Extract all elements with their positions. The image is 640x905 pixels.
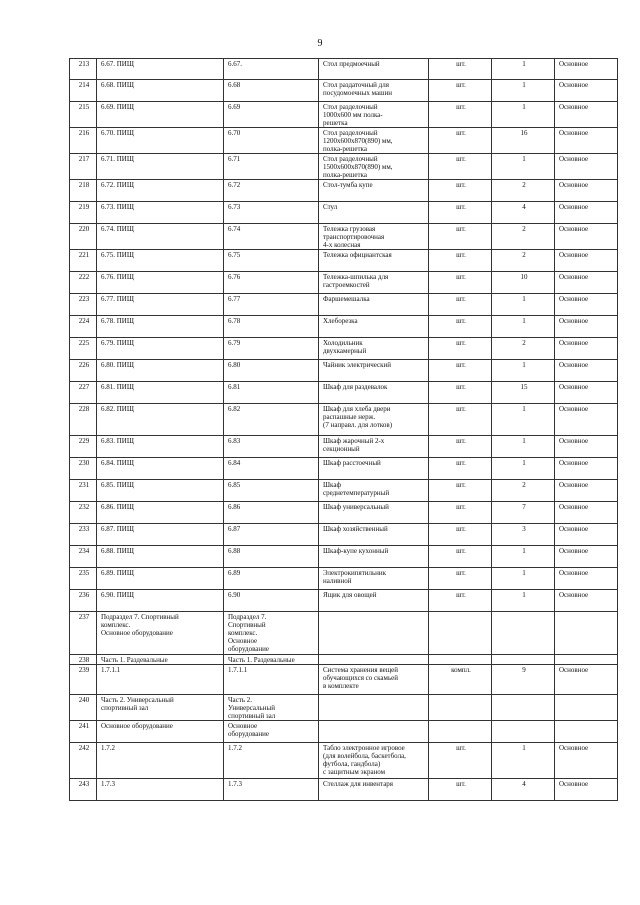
table-row [70,546,618,568]
position-code: 6.71. ПИЩ [97,154,224,180]
position-code: 6.84. ПИЩ [97,458,224,480]
table-row [70,502,618,524]
table-row [70,436,618,458]
quantity: 2 [492,338,555,360]
position-code: 6.74. ПИЩ [97,224,224,250]
equipment-type: Основное [555,272,618,294]
table-row [70,590,618,612]
item-number: 6.79 [224,338,319,360]
unit-of-measure: шт. [429,480,492,502]
unit-of-measure: шт. [429,360,492,382]
table-row [70,568,618,590]
equipment-type: Основное [555,568,618,590]
position-code: 1.7.1.1 [97,665,224,695]
equipment-type: Основное [555,665,618,695]
quantity: 1 [492,294,555,316]
quantity [492,695,555,721]
unit-of-measure: шт. [429,590,492,612]
quantity: 1 [492,743,555,779]
item-name: Тележка грузовая транспортировочная 4-х колесная [319,224,429,250]
position-code: 6.90. ПИЩ [97,590,224,612]
equipment-type: Основное [555,360,618,382]
item-name: Стул [319,202,429,224]
position-code: 6.82. ПИЩ [97,404,224,436]
position-code: 6.85. ПИЩ [97,480,224,502]
quantity: 1 [492,546,555,568]
item-name: Шкаф жарочный 2-х секционный [319,436,429,458]
item-number: 1.7.2 [224,743,319,779]
equipment-type: Основное [555,59,618,80]
item-number: 1.7.3 [224,779,319,801]
unit-of-measure: шт. [429,779,492,801]
quantity: 1 [492,360,555,382]
table-row [70,316,618,338]
quantity: 1 [492,568,555,590]
item-number: 6.68 [224,80,319,102]
equipment-type: Основное [555,404,618,436]
item-name: Стол раздаточный для посудомоечных машин [319,80,429,102]
unit-of-measure: шт. [429,59,492,80]
unit-of-measure [429,695,492,721]
row-number: 235 [70,568,97,590]
row-number: 231 [70,480,97,502]
position-code: 6.69. ПИЩ [97,102,224,128]
item-number: 6.71 [224,154,319,180]
table-row [70,180,618,202]
quantity: 1 [492,59,555,80]
unit-of-measure: шт. [429,180,492,202]
row-number: 217 [70,154,97,180]
table-row [70,360,618,382]
item-name: Табло электронное игровое (для волейбола, баскетбола, футбола, гандбола) с защитным экраном [319,743,429,779]
position-code: 6.79. ПИЩ [97,338,224,360]
row-number: 216 [70,128,97,154]
quantity: 1 [492,436,555,458]
unit-of-measure: шт. [429,382,492,404]
position-code: 6.67. ПИЩ [97,59,224,80]
quantity: 1 [492,404,555,436]
item-number: 6.78 [224,316,319,338]
quantity: 3 [492,524,555,546]
item-number: 6.86 [224,502,319,524]
row-number: 232 [70,502,97,524]
position-code: Часть 1. Раздевальные [97,655,224,665]
row-number: 225 [70,338,97,360]
position-code: 6.80. ПИЩ [97,360,224,382]
unit-of-measure: шт. [429,338,492,360]
unit-of-measure: шт. [429,154,492,180]
equipment-type: Основное [555,224,618,250]
quantity: 10 [492,272,555,294]
item-number: 6.75 [224,250,319,272]
unit-of-measure: шт. [429,250,492,272]
position-code: 6.68. ПИЩ [97,80,224,102]
row-number: 226 [70,360,97,382]
item-name: Шкаф для хлеба двери распашные нерж. (7 направл. для лотков) [319,404,429,436]
row-number: 224 [70,316,97,338]
item-name: Шкаф универсальный [319,502,429,524]
item-number: 6.88 [224,546,319,568]
equipment-type: Основное [555,316,618,338]
position-code: Часть 2. Универсальный спортивный зал [97,695,224,721]
row-number: 234 [70,546,97,568]
row-number: 230 [70,458,97,480]
item-number: Часть 1. Раздевальные [224,655,319,665]
equipment-type: Основное [555,294,618,316]
unit-of-measure: шт. [429,502,492,524]
unit-of-measure: шт. [429,272,492,294]
table-row [70,294,618,316]
position-code: 6.83. ПИЩ [97,436,224,458]
table-row [70,154,618,180]
item-name [319,612,429,655]
unit-of-measure [429,612,492,655]
equipment-type: Основное [555,590,618,612]
item-number: Основное оборудование [224,721,319,743]
equipment-type: Основное [555,80,618,102]
table-row [70,250,618,272]
item-number: 6.84 [224,458,319,480]
position-code: 6.72. ПИЩ [97,180,224,202]
row-number: 240 [70,695,97,721]
equipment-type: Основное [555,480,618,502]
position-code: 6.75. ПИЩ [97,250,224,272]
table-row [70,404,618,436]
item-name: Стол разделочный 1200x600x870(890) мм, полка-решетка [319,128,429,154]
position-code: Основное оборудование [97,721,224,743]
item-name: Шкаф среднетемпературный [319,480,429,502]
item-name: Стол разделочный 1500x600x870(890) мм, полка-решетка [319,154,429,180]
quantity: 1 [492,102,555,128]
unit-of-measure: шт. [429,128,492,154]
item-number: 6.82 [224,404,319,436]
table-row [70,224,618,250]
equipment-type [555,695,618,721]
item-number: 6.83 [224,436,319,458]
unit-of-measure: шт. [429,80,492,102]
row-number: 221 [70,250,97,272]
table-row [70,665,618,695]
quantity: 1 [492,154,555,180]
table-row [70,743,618,779]
table-row [70,202,618,224]
quantity: 4 [492,779,555,801]
equipment-type: Основное [555,458,618,480]
item-number: 6.70 [224,128,319,154]
equipment-type: Основное [555,502,618,524]
table-row [70,272,618,294]
page-number: 9 [317,38,323,49]
row-number: 237 [70,612,97,655]
equipment-type [555,655,618,665]
equipment-type: Основное [555,154,618,180]
item-name [319,655,429,665]
position-code: 6.87. ПИЩ [97,524,224,546]
equipment-type: Основное [555,338,618,360]
row-number: 213 [70,59,97,80]
table-row [70,612,618,655]
table-row [70,695,618,721]
quantity [492,612,555,655]
row-number: 215 [70,102,97,128]
table-row [70,102,618,128]
table-row [70,59,618,80]
unit-of-measure: шт. [429,224,492,250]
quantity: 1 [492,80,555,102]
item-number: 6.81 [224,382,319,404]
row-number: 229 [70,436,97,458]
table-row [70,655,618,665]
table-row [70,480,618,502]
item-name: Шкаф расстоечный [319,458,429,480]
quantity [492,655,555,665]
item-number: 6.69 [224,102,319,128]
table-row [70,524,618,546]
row-number: 238 [70,655,97,665]
quantity: 16 [492,128,555,154]
position-code: Подраздел 7. Спортивный комплекс. Основное оборудование [97,612,224,655]
table-row [70,721,618,743]
row-number: 241 [70,721,97,743]
item-number: 6.77 [224,294,319,316]
item-number: 6.89 [224,568,319,590]
row-number: 222 [70,272,97,294]
unit-of-measure: шт. [429,743,492,779]
quantity: 1 [492,590,555,612]
item-name: Шкаф для раздевалок [319,382,429,404]
item-name: Тележка-шпилька для гастроемкостей [319,272,429,294]
quantity: 15 [492,382,555,404]
position-code: 6.78. ПИЩ [97,316,224,338]
position-code: 6.77. ПИЩ [97,294,224,316]
item-name: Ящик для овощей [319,590,429,612]
quantity: 7 [492,502,555,524]
position-code: 6.89. ПИЩ [97,568,224,590]
table-row [70,382,618,404]
unit-of-measure: шт. [429,436,492,458]
item-number: 6.87 [224,524,319,546]
row-number: 220 [70,224,97,250]
row-number: 236 [70,590,97,612]
item-number: Часть 2. Универсальный спортивный зал [224,695,319,721]
item-number: 6.80 [224,360,319,382]
item-number: 1.7.1.1 [224,665,319,695]
item-number: 6.74 [224,224,319,250]
position-code: 6.88. ПИЩ [97,546,224,568]
table-row [70,779,618,801]
equipment-type: Основное [555,436,618,458]
row-number: 223 [70,294,97,316]
item-name: Электрокипятильник наливной [319,568,429,590]
position-code: 1.7.3 [97,779,224,801]
row-number: 228 [70,404,97,436]
unit-of-measure: шт. [429,546,492,568]
unit-of-measure: компл. [429,665,492,695]
unit-of-measure: шт. [429,404,492,436]
quantity: 9 [492,665,555,695]
equipment-type [555,612,618,655]
equipment-type: Основное [555,779,618,801]
row-number: 227 [70,382,97,404]
equipment-type: Основное [555,202,618,224]
row-number: 239 [70,665,97,695]
item-name: Холодильник двухкамерный [319,338,429,360]
row-number: 243 [70,779,97,801]
row-number: 218 [70,180,97,202]
item-name: Шкаф-купе кухонный [319,546,429,568]
item-number: Подраздел 7. Спортивный комплекс. Основное оборудование [224,612,319,655]
item-number: 6.67. [224,59,319,80]
item-name: Чайник электрический [319,360,429,382]
item-number: 6.85 [224,480,319,502]
unit-of-measure: шт. [429,316,492,338]
item-number: 6.76 [224,272,319,294]
position-code: 6.73. ПИЩ [97,202,224,224]
quantity: 2 [492,180,555,202]
equipment-table [69,58,618,801]
item-name: Стеллаж для инвентаря [319,779,429,801]
equipment-type: Основное [555,546,618,568]
equipment-type [555,721,618,743]
item-name: Система хранения вещей обучающихся со скамьей в комплекте [319,665,429,695]
equipment-type: Основное [555,102,618,128]
unit-of-measure: шт. [429,524,492,546]
quantity: 2 [492,250,555,272]
item-name: Шкаф хозяйственный [319,524,429,546]
position-code: 6.70. ПИЩ [97,128,224,154]
unit-of-measure: шт. [429,294,492,316]
quantity: 4 [492,202,555,224]
item-number: 6.72 [224,180,319,202]
table-row [70,338,618,360]
item-name [319,721,429,743]
quantity: 1 [492,316,555,338]
unit-of-measure: шт. [429,202,492,224]
unit-of-measure [429,655,492,665]
quantity: 2 [492,224,555,250]
equipment-type: Основное [555,180,618,202]
table-row [70,458,618,480]
position-code: 6.81. ПИЩ [97,382,224,404]
position-code: 6.76. ПИЩ [97,272,224,294]
position-code: 6.86. ПИЩ [97,502,224,524]
item-number: 6.73 [224,202,319,224]
item-number: 6.90 [224,590,319,612]
table-row [70,80,618,102]
equipment-type: Основное [555,382,618,404]
equipment-type: Основное [555,524,618,546]
item-name: Стол-тумба купе [319,180,429,202]
equipment-type: Основное [555,250,618,272]
row-number: 219 [70,202,97,224]
table-row [70,128,618,154]
item-name: Стол разделочный 1000x600 мм полка- решетка [319,102,429,128]
item-name: Стол предмоечный [319,59,429,80]
item-name: Хлеборезка [319,316,429,338]
equipment-type: Основное [555,128,618,154]
row-number: 233 [70,524,97,546]
equipment-type: Основное [555,743,618,779]
row-number: 242 [70,743,97,779]
position-code: 1.7.2 [97,743,224,779]
quantity [492,721,555,743]
item-name: Тележка официантская [319,250,429,272]
unit-of-measure: шт. [429,102,492,128]
item-name: Фаршемешалка [319,294,429,316]
item-name [319,695,429,721]
unit-of-measure [429,721,492,743]
quantity: 1 [492,458,555,480]
row-number: 214 [70,80,97,102]
quantity: 2 [492,480,555,502]
unit-of-measure: шт. [429,458,492,480]
unit-of-measure: шт. [429,568,492,590]
